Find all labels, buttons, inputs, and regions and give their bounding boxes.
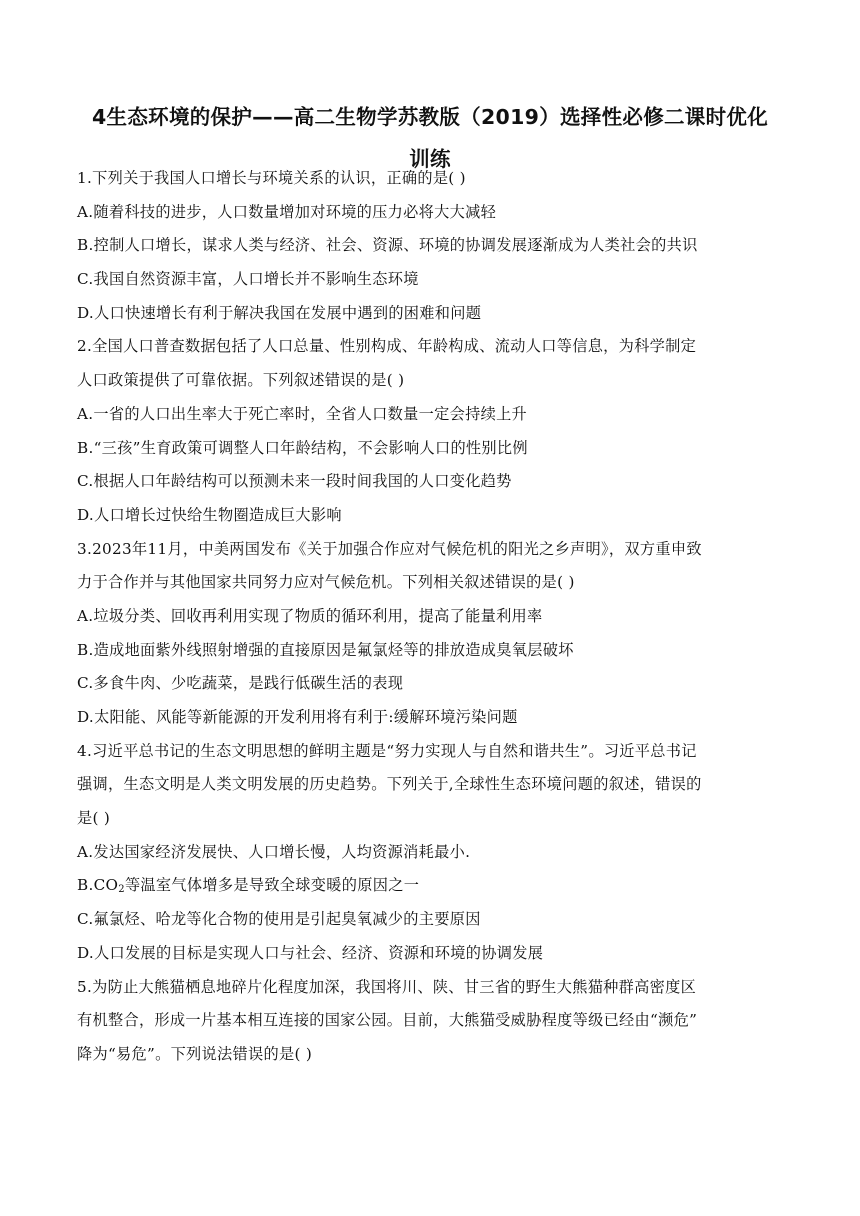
option-c: C.我国自然资源丰富，人口增长并不影响生态环境 — [77, 270, 419, 289]
title-line-2: 训练 — [409, 147, 451, 171]
option-b: B.造成地面紫外线照射增强的直接原因是氟氯烃等的排放造成臭氧层破坏 — [77, 640, 574, 659]
option-c: C.多食牛肉、少吃蔬菜，是践行低碳生活的表现 — [77, 674, 404, 693]
option-b-prefix: B.CO — [77, 876, 119, 895]
subscript-2: 2 — [118, 884, 125, 896]
question-stem: 5.为防止大熊猫栖息地碎片化程度加深，我国将川、陕、甘三省的野生大熊猫种群高密度区 — [77, 977, 697, 996]
question-stem-cont: 有机整合，形成一片基本相互连接的国家公园。目前，大熊猫受威胁程度等级已经由“濒危” — [77, 1011, 698, 1030]
option-a: A.随着科技的进步，人口数量增加对环境的压力必将大大减轻 — [77, 202, 497, 221]
option-a: A.一省的人口出生率大于死亡率时，全省人口数量一定会持续上升 — [77, 404, 528, 423]
option-d: D.人口增长过快给生物圈造成巨大影响 — [77, 505, 342, 524]
question-stem-cont: 人口政策提供了可靠依据。下列叙述错误的是( ) — [77, 371, 405, 390]
option-c: C.根据人口年龄结构可以预测未来一段时间我国的人口变化趋势 — [77, 472, 512, 491]
question-stem: 3.2023年11月，中美两国发布《关于加强合作应对气候危机的阳光之乡声明》，双方重申致 — [77, 539, 702, 558]
question-4 — [77, 735, 797, 971]
option-c: C.氟氯烃、哈龙等化合物的使用是引起臭氧减少的主要原因 — [77, 910, 481, 929]
option-b: B.控制人口增长，谋求人类与经济、社会、资源、环境的协调发展逐渐成为人类社会的共识 — [77, 236, 698, 255]
option-b-rest: 等温室气体增多是导致全球变暖的原因之一 — [124, 876, 420, 895]
option-d: D.人口快速增长有利于解决我国在发展中遇到的困难和问题 — [77, 303, 482, 322]
question-stem-cont: 强调，生态文明是人类文明发展的历史趋势。下列关于,全球性生态环境问题的叙述，错误的 — [77, 775, 702, 794]
question-3 — [77, 533, 797, 735]
option-d: D.人口发展的目标是实现人口与社会、经济、资源和环境的协调发展 — [77, 943, 544, 962]
option-b — [77, 869, 797, 903]
question-2 — [77, 330, 797, 532]
option-a: A.垃圾分类、回收再利用实现了物质的循环利用，提高了能量利用率 — [77, 606, 543, 625]
question-stem: 2.全国人口普查数据包括了人口总量、性别构成、年龄构成、流动人口等信息，为科学制定 — [77, 337, 697, 356]
option-d: D.太阳能、风能等新能源的开发利用将有利于:缓解环境污染问题 — [77, 708, 518, 726]
question-1 — [77, 162, 797, 330]
question-stem-cont: 力于合作并与其他国家共同努力应对气候危机。下列相关叙述错误的是( ) — [77, 573, 575, 592]
question-stem: 4.习近平总书记的生态文明思想的鲜明主题是“努力实现人与自然和谐共生”。习近平总书记 — [77, 741, 697, 760]
option-a: A.发达国家经济发展快、人口增长慢，人均资源消耗最小. — [77, 842, 471, 861]
question-stem-cont: 降为“易危”。下列说法错误的是( ) — [77, 1044, 313, 1063]
question-list — [77, 162, 797, 1072]
question-stem: 1.下列关于我国人口增长与环境关系的认识，正确的是( ) — [77, 169, 466, 187]
option-b: B.“三孩”生育政策可调整人口年龄结构，不会影响人口的性别比例 — [77, 438, 528, 457]
title-line-1: 4生态环境的保护——高二生物学苏教版（2019）选择性必修二课时优化 — [91, 105, 769, 129]
question-5 — [77, 971, 797, 1072]
question-stem-cont: 是( ) — [77, 809, 111, 828]
